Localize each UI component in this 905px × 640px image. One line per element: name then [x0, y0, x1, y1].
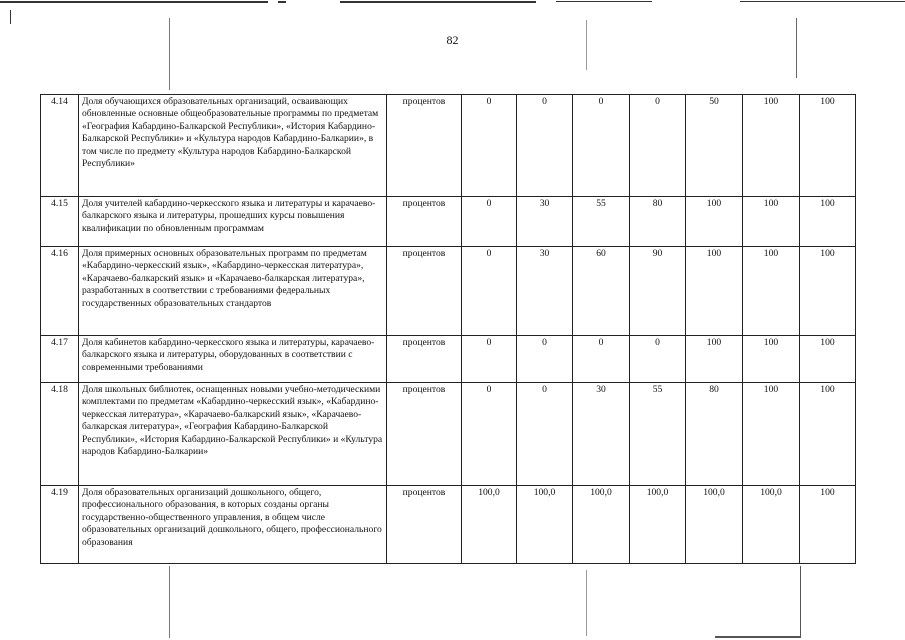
row-number: 4.15 — [41, 197, 79, 247]
value-cell: 0 — [630, 95, 686, 197]
value-cell: 0 — [517, 95, 573, 197]
indicator-name: Доля обучающихся образовательных организаций, осваивающих обновленные основные общеобразовательные программы по предметам «География Кабардино-Балкарской Республики», «История Кабардино-Балкарской Республики» и «Культура народов Кабардино-Балкарии», в том числе по предмету «Культура народов Кабардино-Балкарской Республики» — [79, 95, 387, 197]
row-number: 4.17 — [41, 336, 79, 383]
value-cell: 100 — [800, 383, 856, 486]
scan-fold-line-right — [796, 18, 797, 78]
scan-line-top-5 — [740, 1, 905, 2]
value-cell: 100,0 — [517, 486, 573, 564]
table-body — [41, 95, 856, 564]
row-number: 4.19 — [41, 486, 79, 564]
page-number: 82 — [446, 33, 459, 47]
value-cell: 100 — [800, 486, 856, 564]
value-cell: 0 — [517, 336, 573, 383]
value-cell: 100 — [743, 95, 800, 197]
value-cell: 30 — [573, 383, 630, 486]
table-row — [41, 336, 856, 383]
value-cell: 0 — [573, 336, 630, 383]
unit-cell: процентов — [387, 197, 462, 247]
scan-line-top-3 — [340, 1, 536, 3]
row-number: 4.18 — [41, 383, 79, 486]
scan-line-left-mark — [10, 10, 11, 24]
unit-cell: процентов — [387, 486, 462, 564]
indicator-name: Доля кабинетов кабардино-черкесского языка и литературы, карачаево-балкарского языка и литературы, оборудованных в соответствии с современными требованиями — [79, 336, 387, 383]
row-number: 4.16 — [41, 247, 79, 336]
value-cell: 30 — [517, 247, 573, 336]
scan-line-top-4 — [556, 1, 652, 2]
table-row — [41, 197, 856, 247]
value-cell: 0 — [462, 197, 517, 247]
value-cell: 100,0 — [462, 486, 517, 564]
value-cell: 80 — [630, 197, 686, 247]
scan-fold-line-left — [169, 18, 170, 90]
scan-line-top-2 — [278, 1, 286, 3]
value-cell: 0 — [462, 247, 517, 336]
value-cell: 0 — [630, 336, 686, 383]
indicator-name: Доля образовательных организаций дошкольного, общего, профессионального образования, в которых созданы органы государственно-общественного управления, в общем числе образовательных организаций дошкольного, общего, профессионального образования — [79, 486, 387, 564]
indicator-name: Доля примерных основных образовательных программ по предметам «Кабардино-черкесский язык», «Кабардино-черкесская литература», «Карачаево-балкарский язык» и «Карачаево-балкарская литература», разработанных в соответствии с требованиями федеральных государственных образовательных стандартов — [79, 247, 387, 336]
scan-fold-line-right-bottom — [800, 566, 801, 638]
scan-line-top-1 — [0, 1, 268, 3]
value-cell: 100 — [686, 336, 743, 383]
value-cell: 0 — [462, 95, 517, 197]
value-cell: 100 — [743, 336, 800, 383]
value-cell: 60 — [573, 247, 630, 336]
value-cell: 0 — [462, 336, 517, 383]
value-cell: 100,0 — [630, 486, 686, 564]
value-cell: 100 — [800, 336, 856, 383]
value-cell: 80 — [686, 383, 743, 486]
value-cell: 100 — [743, 383, 800, 486]
value-cell: 100 — [686, 247, 743, 336]
indicators-table — [40, 94, 856, 564]
indicator-name: Доля школьных библиотек, оснащенных новыми учебно-методическими комплектами по предметам «Кабардино-черкесский язык», «Кабардино-черкесская литература», «Карачаево-балкарский язык», «Карачаево-балкарская литература», «География Кабардино-Балкарской Республики», «История Кабардино-Балкарской Республики» и «Культура народов Кабардино-Балкарии» — [79, 383, 387, 486]
unit-cell: процентов — [387, 336, 462, 383]
value-cell: 100,0 — [743, 486, 800, 564]
table-row — [41, 247, 856, 336]
value-cell: 30 — [517, 197, 573, 247]
unit-cell: процентов — [387, 247, 462, 336]
value-cell: 50 — [686, 95, 743, 197]
value-cell: 0 — [573, 95, 630, 197]
value-cell: 0 — [517, 383, 573, 486]
value-cell: 100 — [800, 247, 856, 336]
table-row — [41, 383, 856, 486]
value-cell: 100 — [800, 197, 856, 247]
value-cell: 100 — [743, 247, 800, 336]
value-cell: 100 — [800, 95, 856, 197]
indicator-name: Доля учителей кабардино-черкесского языка и литературы и карачаево-балкарского языка и литературы, прошедших курсы повышения квалификации по обновленным программам — [79, 197, 387, 247]
scan-fold-line-mid-bottom — [586, 570, 587, 636]
value-cell: 100,0 — [573, 486, 630, 564]
value-cell: 100 — [743, 197, 800, 247]
value-cell: 100,0 — [686, 486, 743, 564]
value-cell: 90 — [630, 247, 686, 336]
value-cell: 55 — [573, 197, 630, 247]
unit-cell: процентов — [387, 95, 462, 197]
table-row — [41, 486, 856, 564]
value-cell: 100 — [686, 197, 743, 247]
scan-fold-line-left-bottom — [169, 566, 170, 638]
scan-mark-bottom-right — [715, 636, 800, 638]
value-cell: 0 — [462, 383, 517, 486]
row-number: 4.14 — [41, 95, 79, 197]
value-cell: 55 — [630, 383, 686, 486]
table-row — [41, 95, 856, 197]
unit-cell: процентов — [387, 383, 462, 486]
